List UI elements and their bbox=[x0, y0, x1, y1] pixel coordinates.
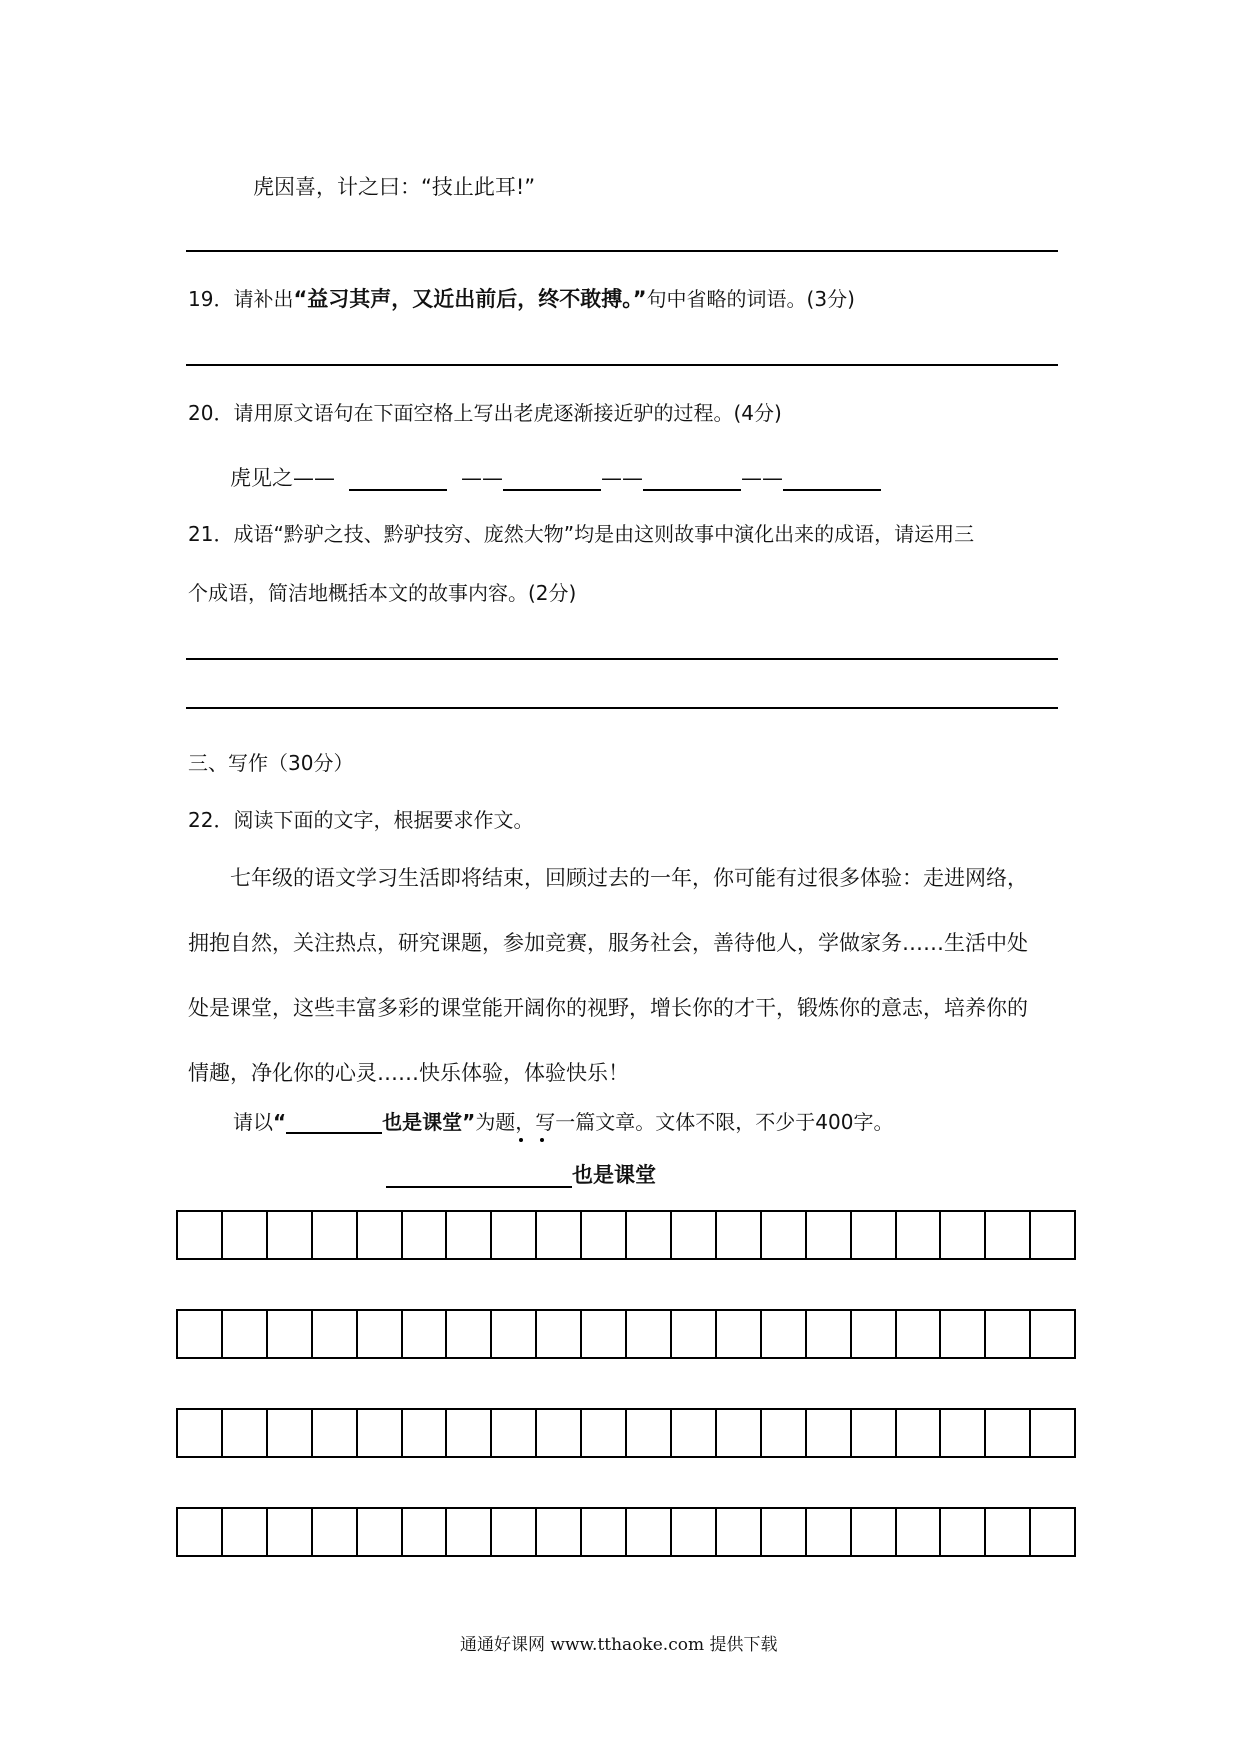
essay-title-blank bbox=[386, 1165, 572, 1188]
blank-3 bbox=[643, 468, 741, 491]
page-footer: 通通好课网 www.tthaoke.com 提供下载 bbox=[460, 1635, 778, 1655]
paragraph-line-1: 七年级的语文学习生活即将结束，回顾过去的一年，你可能有过很多体验：走进网络， bbox=[230, 866, 1028, 890]
title-blank bbox=[286, 1112, 382, 1134]
blank-4 bbox=[783, 468, 881, 491]
question-20: 20．请用原文语句在下面空格上写出老虎逐渐接近驴的过程。(4分) bbox=[188, 401, 782, 425]
essay-prompt bbox=[233, 1112, 894, 1134]
dash: —— bbox=[461, 466, 503, 490]
prompt-title: 也是课堂” bbox=[382, 1110, 476, 1134]
question-20-answer-row bbox=[230, 468, 881, 491]
question-21-line-2: 个成语，简洁地概括本文的故事内容。(2分) bbox=[188, 581, 577, 605]
paragraph-line-4: 情趣，净化你的心灵……快乐体验，体验快乐！ bbox=[188, 1061, 629, 1085]
writing-grid-row bbox=[176, 1507, 1076, 1557]
prompt-post: 为题，写一篇文章。文体不限，不少于400字。 bbox=[475, 1110, 894, 1134]
question-19-number: 19．请补出 bbox=[188, 287, 294, 311]
question-19-quote: “益习其声，又近出前后，终不敢搏。” bbox=[293, 287, 647, 311]
dash: —— bbox=[741, 466, 783, 490]
question-22-intro: 22．阅读下面的文字，根据要求作文。 bbox=[188, 808, 534, 832]
question-21-line-1: 21．成语“黔驴之技、黔驴技穷、庞然大物”均是由这则故事中演化出来的成语，请运用三 bbox=[188, 522, 975, 546]
question-19-rest: 句中省略的词语。(3分) bbox=[646, 287, 855, 311]
essay-title-suffix: 也是课堂 bbox=[572, 1163, 656, 1187]
dash: —— bbox=[601, 466, 643, 490]
writing-grid-row bbox=[176, 1309, 1076, 1359]
blank-1 bbox=[349, 468, 447, 491]
answer-line bbox=[186, 707, 1058, 709]
prompt-pre: 请以 bbox=[233, 1110, 273, 1134]
question-19 bbox=[188, 289, 855, 310]
essay-title bbox=[386, 1165, 656, 1188]
section-3-heading: 三、写作（30分） bbox=[188, 751, 354, 775]
quote-line: 虎因喜，计之曰：“技止此耳!” bbox=[253, 175, 536, 199]
answer-line bbox=[186, 250, 1058, 252]
paragraph-line-3: 处是课堂，这些丰富多彩的课堂能开阔你的视野，增长你的才干，锻炼你的意志，培养你的 bbox=[188, 996, 1028, 1020]
answer-line bbox=[186, 658, 1058, 660]
paragraph-line-2: 拥抱自然，关注热点，研究课题，参加竞赛，服务社会，善待他人，学做家务……生活中处 bbox=[188, 931, 1028, 955]
prompt-open-quote: “ bbox=[273, 1110, 287, 1134]
answer-line bbox=[186, 364, 1058, 366]
blank-2 bbox=[503, 468, 601, 491]
writing-grid-row bbox=[176, 1210, 1076, 1260]
question-20-start: 虎见之—— bbox=[230, 466, 335, 490]
emphasis-dot bbox=[519, 1138, 523, 1142]
emphasis-dot bbox=[540, 1138, 544, 1142]
writing-grid-row bbox=[176, 1408, 1076, 1458]
